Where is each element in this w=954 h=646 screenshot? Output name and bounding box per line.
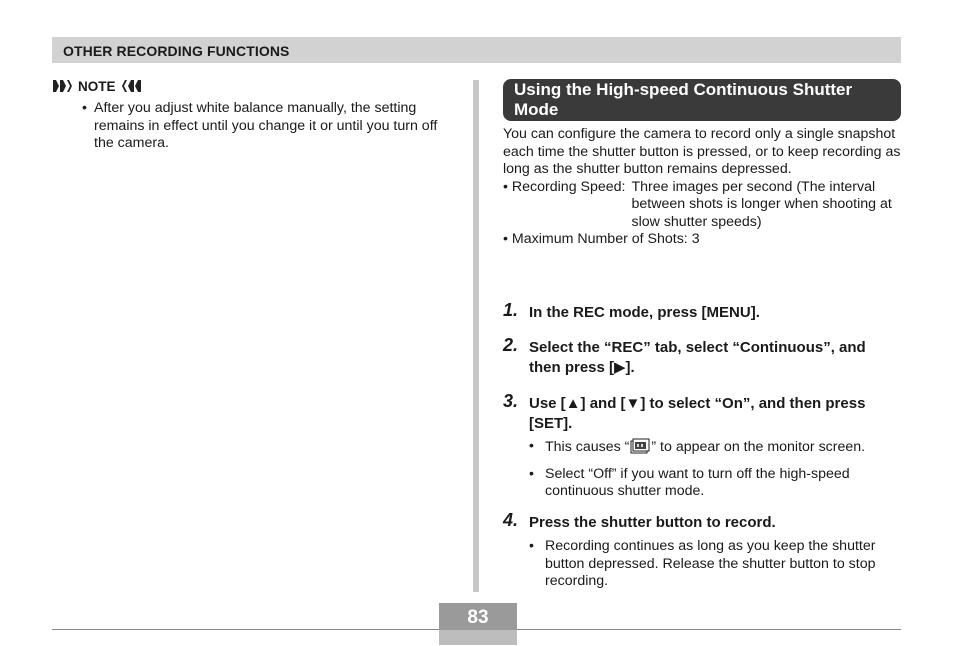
intro-paragraph: You can configure the camera to record only a single snapshot each time the shutter button is pressed, or to keep recording as long as the shutter button remains depressed. <box>503 126 901 177</box>
bullet-marker: • <box>503 231 508 247</box>
spec-max-shots <box>503 231 903 249</box>
step-number: 4. <box>503 510 519 530</box>
note-bullet-item <box>82 100 452 153</box>
page-number-box <box>439 603 517 645</box>
step-text: Select the “REC” tab, select “Continuous”, and then press [▶]. <box>529 339 866 376</box>
bullet-marker: • <box>503 178 508 195</box>
step-4-note-text: Recording continues as long as you keep the shutter button depressed. Release the shutter button to stop recording. <box>545 538 876 589</box>
step-2 <box>503 335 903 378</box>
header-bar <box>52 37 901 63</box>
bullet-marker: • <box>529 538 534 554</box>
section-heading <box>503 79 901 121</box>
step-3 <box>503 391 903 434</box>
step-number: 1. <box>503 300 519 320</box>
off-note-text: Select “Off” if you want to turn off the high-speed continuous shutter mode. <box>545 465 850 499</box>
note-body <box>82 100 452 153</box>
spec-label <box>503 231 688 249</box>
page-number-box-bottom <box>439 630 517 645</box>
spec-label-text: Maximum Number of Shots: <box>511 231 688 247</box>
step-text: Press the shutter button to record. <box>529 514 776 531</box>
step-number: 3. <box>503 391 519 411</box>
spec-label-text: Recording Speed: <box>511 178 626 195</box>
list-item <box>529 466 901 501</box>
icon-note-before: This causes “ <box>545 439 630 455</box>
step-number: 2. <box>503 335 519 355</box>
note-right-chevrons-icon <box>121 80 141 92</box>
spec-recording-speed <box>503 179 903 232</box>
step-text: Use [▲] and [▼] to select “On”, and then press [SET]. <box>529 395 866 432</box>
spec-label <box>503 179 626 232</box>
step-text: In the REC mode, press [MENU]. <box>529 304 760 321</box>
column-divider <box>473 80 479 592</box>
page-header-title: OTHER RECORDING FUNCTIONS <box>63 43 290 59</box>
bullet-marker: • <box>82 100 87 116</box>
note-label: NOTE <box>78 78 116 94</box>
spec-value: 3 <box>691 231 700 247</box>
page-number: 83 <box>467 607 489 628</box>
step-4 <box>503 510 903 533</box>
step-4-notes <box>529 538 901 597</box>
spec-value: Three images per second (The interval between shots is longer when shooting at slow shutter speeds) <box>631 178 892 230</box>
step-3-notes <box>529 438 901 507</box>
bullet-marker: • <box>529 438 534 454</box>
list-item <box>529 438 901 460</box>
icon-note-after: ” to appear on the monitor screen. <box>651 439 866 455</box>
step-1 <box>503 300 903 323</box>
section-intro <box>503 126 903 249</box>
note-heading <box>53 78 141 94</box>
note-left-chevrons-icon <box>53 80 73 92</box>
bullet-marker: • <box>529 465 534 482</box>
list-item <box>529 538 901 591</box>
section-title: Using the High-speed Continuous Shutter Mode <box>514 80 853 119</box>
note-bullet-text: After you adjust white balance manually, the setting remains in effect until you change it or until you turn off the camera. <box>94 100 438 151</box>
continuous-shutter-icon <box>630 438 650 460</box>
